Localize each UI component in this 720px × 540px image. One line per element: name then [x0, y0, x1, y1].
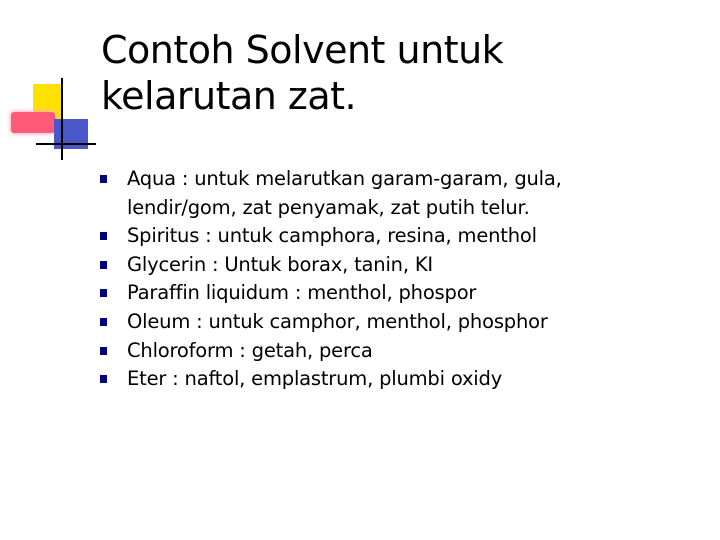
bullet-text: Eter : naftol, emplastrum, plumbi oxidy	[127, 367, 503, 391]
square-bullet-icon	[100, 375, 107, 383]
square-bullet-icon	[100, 289, 107, 297]
bullet-text: Glycerin : Untuk borax, tanin, KI	[127, 252, 433, 276]
square-bullet-icon	[100, 318, 107, 326]
bullet-item	[100, 165, 660, 222]
bullet-item	[100, 337, 660, 366]
square-bullet-icon	[100, 347, 107, 355]
bullet-item	[100, 279, 660, 308]
bullet-text: Spiritus : untuk camphora, resina, menthol	[127, 224, 537, 248]
bullet-text: Paraffin liquidum : menthol, phospor	[127, 281, 477, 305]
bullet-text: Chloroform : getah, perca	[127, 338, 373, 362]
square-bullet-icon	[100, 232, 107, 240]
bullet-text: Oleum : untuk camphor, menthol, phosphor	[127, 309, 548, 333]
decorative-vertical-line	[61, 78, 63, 160]
bullet-item	[100, 251, 660, 280]
decorative-red-bar	[11, 112, 55, 133]
bullet-item	[100, 222, 660, 251]
bullet-item	[100, 308, 660, 337]
square-bullet-icon	[100, 175, 107, 183]
decorative-horizontal-line	[36, 143, 96, 145]
square-bullet-icon	[100, 261, 107, 269]
bullet-text: Aqua : untuk melarutkan garam-garam, gula, lendir/gom, zat penyamak, zat putih telur.	[127, 167, 562, 219]
bullet-list	[100, 165, 660, 394]
slide-title: Contoh Solvent untuk kelarutan zat.	[101, 28, 504, 118]
bullet-item	[100, 365, 660, 394]
